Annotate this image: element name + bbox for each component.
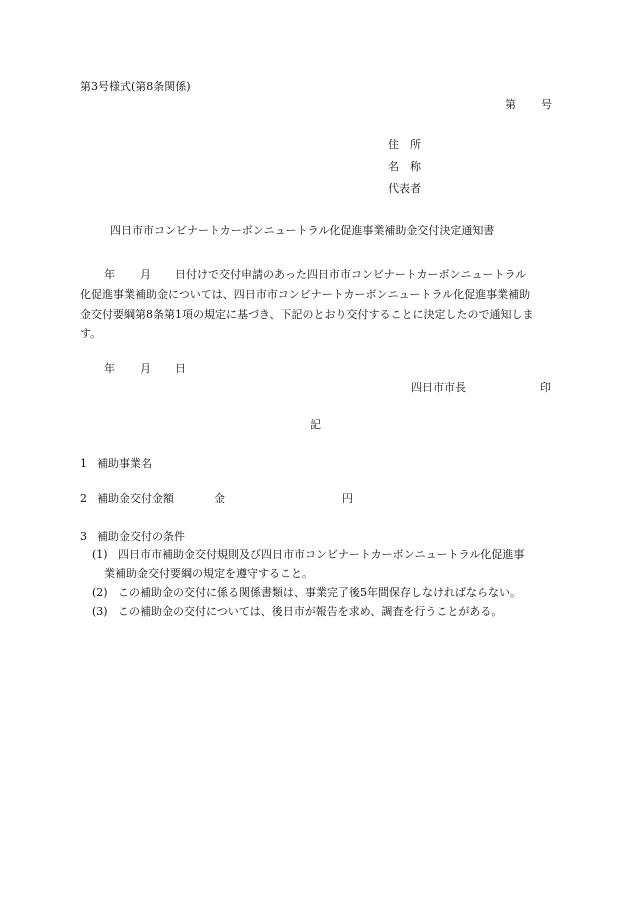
- condition-2-number: (2): [92, 586, 108, 599]
- document-title: 四日市市コンビナートカーボンニュートラル化促進事業補助金交付決定通知書: [110, 224, 495, 237]
- amount-kin: 金: [214, 492, 225, 505]
- item-2-label: 補助金交付金額: [97, 492, 174, 505]
- body-text-line4: す。: [80, 327, 102, 340]
- condition-1-number: (1): [92, 548, 108, 561]
- item-3-number: 3: [80, 530, 87, 543]
- condition-3-line1: この補助金の交付については、後日市が報告を求め、調査を行うことがある。: [118, 605, 503, 618]
- condition-1-line1: 四日市市補助金交付規則及び四日市市コンビナートカーボンニュートラル化促進事: [118, 548, 525, 561]
- seal-mark: 印: [540, 381, 551, 394]
- body-text-line1: 日付けで交付申請のあった四日市市コンビナートカーボンニュートラル: [175, 268, 527, 281]
- issue-day: 日: [175, 362, 186, 375]
- issue-month: 月: [140, 362, 151, 375]
- item-3-label: 補助金交付の条件: [97, 530, 185, 543]
- body-text-line3: 金交付要綱第8条第1項の規定に基づき、下記のとおり交付することに決定したので通知しま: [80, 308, 534, 321]
- item-1-number: 1: [80, 457, 87, 470]
- form-label: 第3号様式(第8条関係): [80, 80, 191, 93]
- body-date-year: 年: [104, 268, 115, 281]
- body-text-line2: 化促進事業補助金については、四日市市コンビナートカーボンニュートラル化促進事業補助: [80, 288, 531, 301]
- body-date-month: 月: [140, 268, 151, 281]
- condition-2-line1: この補助金の交付に係る関係書類は、事業完了後5年間保存しなければならない。: [118, 586, 521, 599]
- address-label: 住 所: [388, 138, 421, 151]
- issuer-name: 四日市市長: [411, 381, 466, 394]
- representative-label: 代表者: [388, 182, 421, 195]
- item-1-label: 補助事業名: [97, 457, 152, 470]
- condition-1-line2: 業補助金交付要綱の規定を遵守すること。: [104, 567, 313, 580]
- doc-number-prefix: 第: [505, 98, 516, 111]
- item-2-number: 2: [80, 492, 87, 505]
- name-label: 名 称: [388, 160, 421, 173]
- issue-year: 年: [104, 362, 115, 375]
- condition-3-number: (3): [92, 605, 108, 618]
- doc-number-suffix: 号: [541, 98, 552, 111]
- amount-en: 円: [342, 492, 353, 505]
- ki-heading: 記: [310, 418, 321, 431]
